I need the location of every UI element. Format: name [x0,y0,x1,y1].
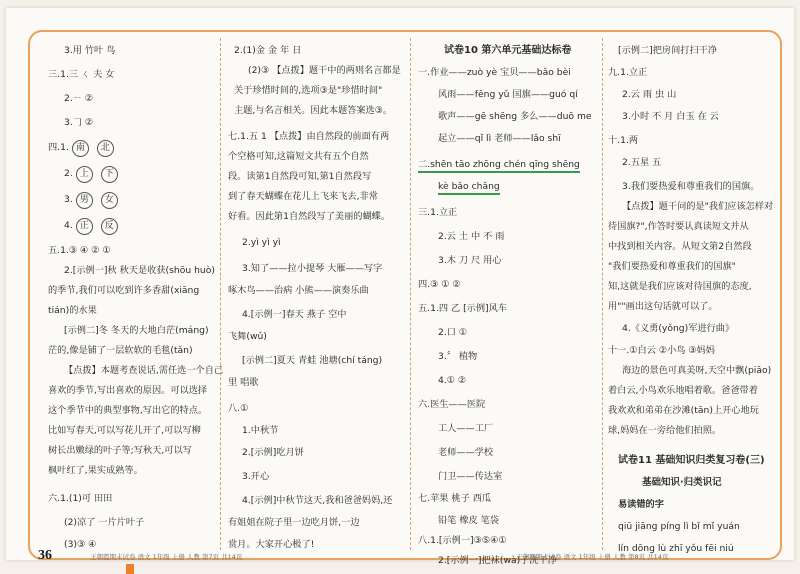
column-divider [220,38,221,550]
pinyin-line: kè bǎo chǎng [438,180,500,195]
answer-line: 十.1.两 [608,135,639,146]
subsection-title: 基础知识·归类识记 [642,477,722,488]
footer-left: 王朝霞期末试卷 语文 1年级 上册 人教 第7页 共14页 [90,553,243,561]
answer-line: 2.[示例一]把袜(wà)子洗干净 [438,555,557,566]
answer-line: 2.yì yì yì [242,237,281,248]
column-divider [410,38,411,550]
answer-line: 4.《义勇(yǒng)军进行曲》 [622,323,735,334]
answer-line: 我欢欢和弟弟在沙滩(tān)上开心地玩 [608,405,759,416]
answer-line: 知,这就是我们应该对待国旗的态度, [608,281,752,292]
answer-line: 五.1.③ ④ ② ① [48,245,111,256]
answer-line: 3.开心 [242,471,270,482]
answer-line: 工人——工厂 [438,423,494,434]
answer-line: 球,妈妈在一旁给他们拍照。 [608,425,722,436]
answer-line: 3.我们要热爱和尊重我们的国旗。 [622,181,760,192]
answer-line: 待国旗?",作答时要认真读短文并从 [608,221,749,232]
answer-line: 3.𠃌 ② [64,117,94,128]
answer-line: [示例二]把房间打扫干净 [618,45,718,56]
answer-line: 里 唱歌 [228,377,259,388]
circled-char: 反 [101,218,118,235]
answer-line: (2)③ 【点拨】题干中的两则名言都是 [248,65,401,76]
answer-line: 着白云,小鸟欢乐地唱着歌。爸爸带着 [608,385,758,396]
answer-line: 好看。因此第1自然段写了美丽的蝴蝶。 [228,211,391,222]
answer-line: 老师——学校 [438,447,494,458]
circled-char: 女 [101,192,118,209]
answer-line: 关于珍惜时间的,选项③是"珍惜时间" [234,85,383,96]
answer-line: 门卫——传达室 [438,471,503,482]
answer-line: 八.① [228,403,249,414]
answer-line: 海边的景色可真美呀,天空中飘(piāo) [622,365,772,376]
answer-line: 这个季节中的典型事物,写出它的特点。 [48,405,208,416]
answer-line: (2)凉了 一片片叶子 [64,517,145,528]
answer-line: 段。读第1自然段可知,第1自然段写 [228,171,372,182]
answer-line: 三.1.三 ㄑ 夫 女 [48,69,115,80]
answer-line: 【点拨】本题考查说话,需任选一个自己 [64,365,224,376]
answer-line: 六.医生——医院 [418,399,486,410]
answer-line: 4.[示例]中秋节这天,我和爸爸妈妈,还 [242,495,393,506]
answer-line: tián)的水果 [48,305,97,316]
answer-line: 四.1. 南 北 [48,140,122,157]
heading: 易读错的字 [618,499,664,510]
answer-line: 【点拨】题干问的是"我们应该怎样对 [622,201,774,212]
pinyin-line: lín dōng lù zhī yǒu fēi niú [618,543,734,554]
answer-line: 八.1.[示例一]③⑤④① [418,535,507,546]
answer-line: [示例二]冬 冬天的大地白茫(máng) [64,325,209,336]
section-title: 试卷11 基础知识归类复习卷(三) [618,455,765,466]
answer-line: 飞舞(wǔ) [228,331,267,342]
answer-line: 3. 男 女 [64,192,126,209]
answer-line: 歌声——gē shēng 多么——duō me [438,111,592,122]
answer-line: 五.1.四 乙 [示例]风车 [418,303,508,314]
answer-line: 2.[示例一]秋 秋天是收获(shōu huò) [64,265,215,276]
answer-line: 三.1.立正 [418,207,458,218]
answer-line: 到了春天蝴蝶在花儿上飞来飞去,非常 [228,191,378,202]
answer-line: 3.木 刀 尺 用心 [438,255,502,266]
answer-line: 3.〞 植物 [438,351,478,362]
circled-char: 南 [72,140,89,157]
answer-line: 2.云 雨 虫 山 [622,89,677,100]
answer-line: 的季节,我们可以吃到许多香甜(xiāng [48,285,200,296]
answer-line: 啄木鸟——治病 小熊——演奏乐曲 [228,285,369,296]
answer-line: 2.[示例]吃月饼 [242,447,304,458]
answer-line: 六.1.(1)可 田田 [48,493,113,504]
answer-line: 3.知了——拉小提琴 大雁——写字 [242,263,383,274]
pinyin-line: 二.shēn tāo zhōng chén qīng shēng [418,158,580,173]
pinyin-line: qiū jiāng píng lì bǐ mǐ yuán [618,521,740,532]
answer-line: 有姐姐在院子里一边吃月饼,一边 [228,517,360,528]
answer-line: 风雨——fēng yǔ 国旗——guó qí [438,89,578,100]
answer-line: 一.作业——zuò yè 宝贝——bǎo bèi [418,67,571,78]
answer-line: 茫的,像是铺了一层软软的毛毯(tǎn) [48,345,193,356]
answer-line: 3.小时 不 月 白玉 在 云 [622,111,719,122]
section-title: 试卷10 第六单元基础达标卷 [444,45,572,56]
answer-line: 主题,与名言相关。因此本题答案选③。 [234,105,393,116]
answer-line: 喜欢的季节,写出喜欢的原因。可以选择 [48,385,208,396]
answer-line: 2.(1)金 金 年 日 [234,45,302,56]
answer-line: (3)③ ④ [64,539,97,550]
answer-line: 3.用 竹叶 鸟 [64,45,116,56]
answer-line: 七.苹果 桃子 西瓜 [418,493,492,504]
answer-line: 起立——qǐ lì 老师——lǎo shī [438,133,561,144]
answer-line: [示例二]夏天 青蛙 池塘(chí táng) [242,355,383,366]
answer-line: 七.1.五 1 【点拨】由自然段的前面有两 [228,131,390,142]
footer-right: 王朝霞期末试卷 语文 1年级 上册 人教 第8页 共14页 [516,553,669,561]
answer-line: 2.ㄧ ② [64,93,94,104]
answer-line: 4.① ② [438,375,467,386]
answer-line: 1.中秋节 [242,425,279,436]
circled-char: 男 [76,192,93,209]
exam-page [6,8,794,566]
circled-char: 上 [76,166,93,183]
answer-line: 4. 正 反 [64,218,126,235]
answer-line: 个空格可知,这篇短文共有五个自然 [228,151,369,162]
answer-line: 树长出嫩绿的叶子等;写秋天,可以写 [48,445,192,456]
answer-line: 枫叶红了,果实成熟等。 [48,465,143,476]
answer-line: 九.1.立正 [608,67,648,78]
circled-char: 下 [101,166,118,183]
answer-line: 比如写春天,可以写花儿开了,可以写柳 [48,425,201,436]
answer-line: 2.五星 五 [622,157,662,168]
answer-line: 赏月。大家开心极了! [228,539,315,550]
oval-answers: 铅笔 橡皮 笔袋 [438,515,499,526]
answer-line: 十一.①白云 ②小鸟 ③妈妈 [608,345,715,356]
circled-char: 北 [97,140,114,157]
circled-char: 正 [76,218,93,235]
answer-line: 4.[示例一]春天 燕子 空中 [242,309,347,320]
answer-line: 用""画出这句话就可以了。 [608,301,718,312]
answer-line: 2.口 ① [438,327,468,338]
answer-line: "我们要热爱和尊重我们的国旗" [608,261,736,272]
answer-line: 2. 上 下 [64,166,126,183]
answer-line: 2.云 土 中 不 雨 [438,231,505,242]
column-divider [602,38,603,550]
answer-line: 四.③ ① ② [418,279,461,290]
page-number: 36 [38,548,52,563]
answer-line: 中找到相关内容。从短文第2自然段 [608,241,752,252]
